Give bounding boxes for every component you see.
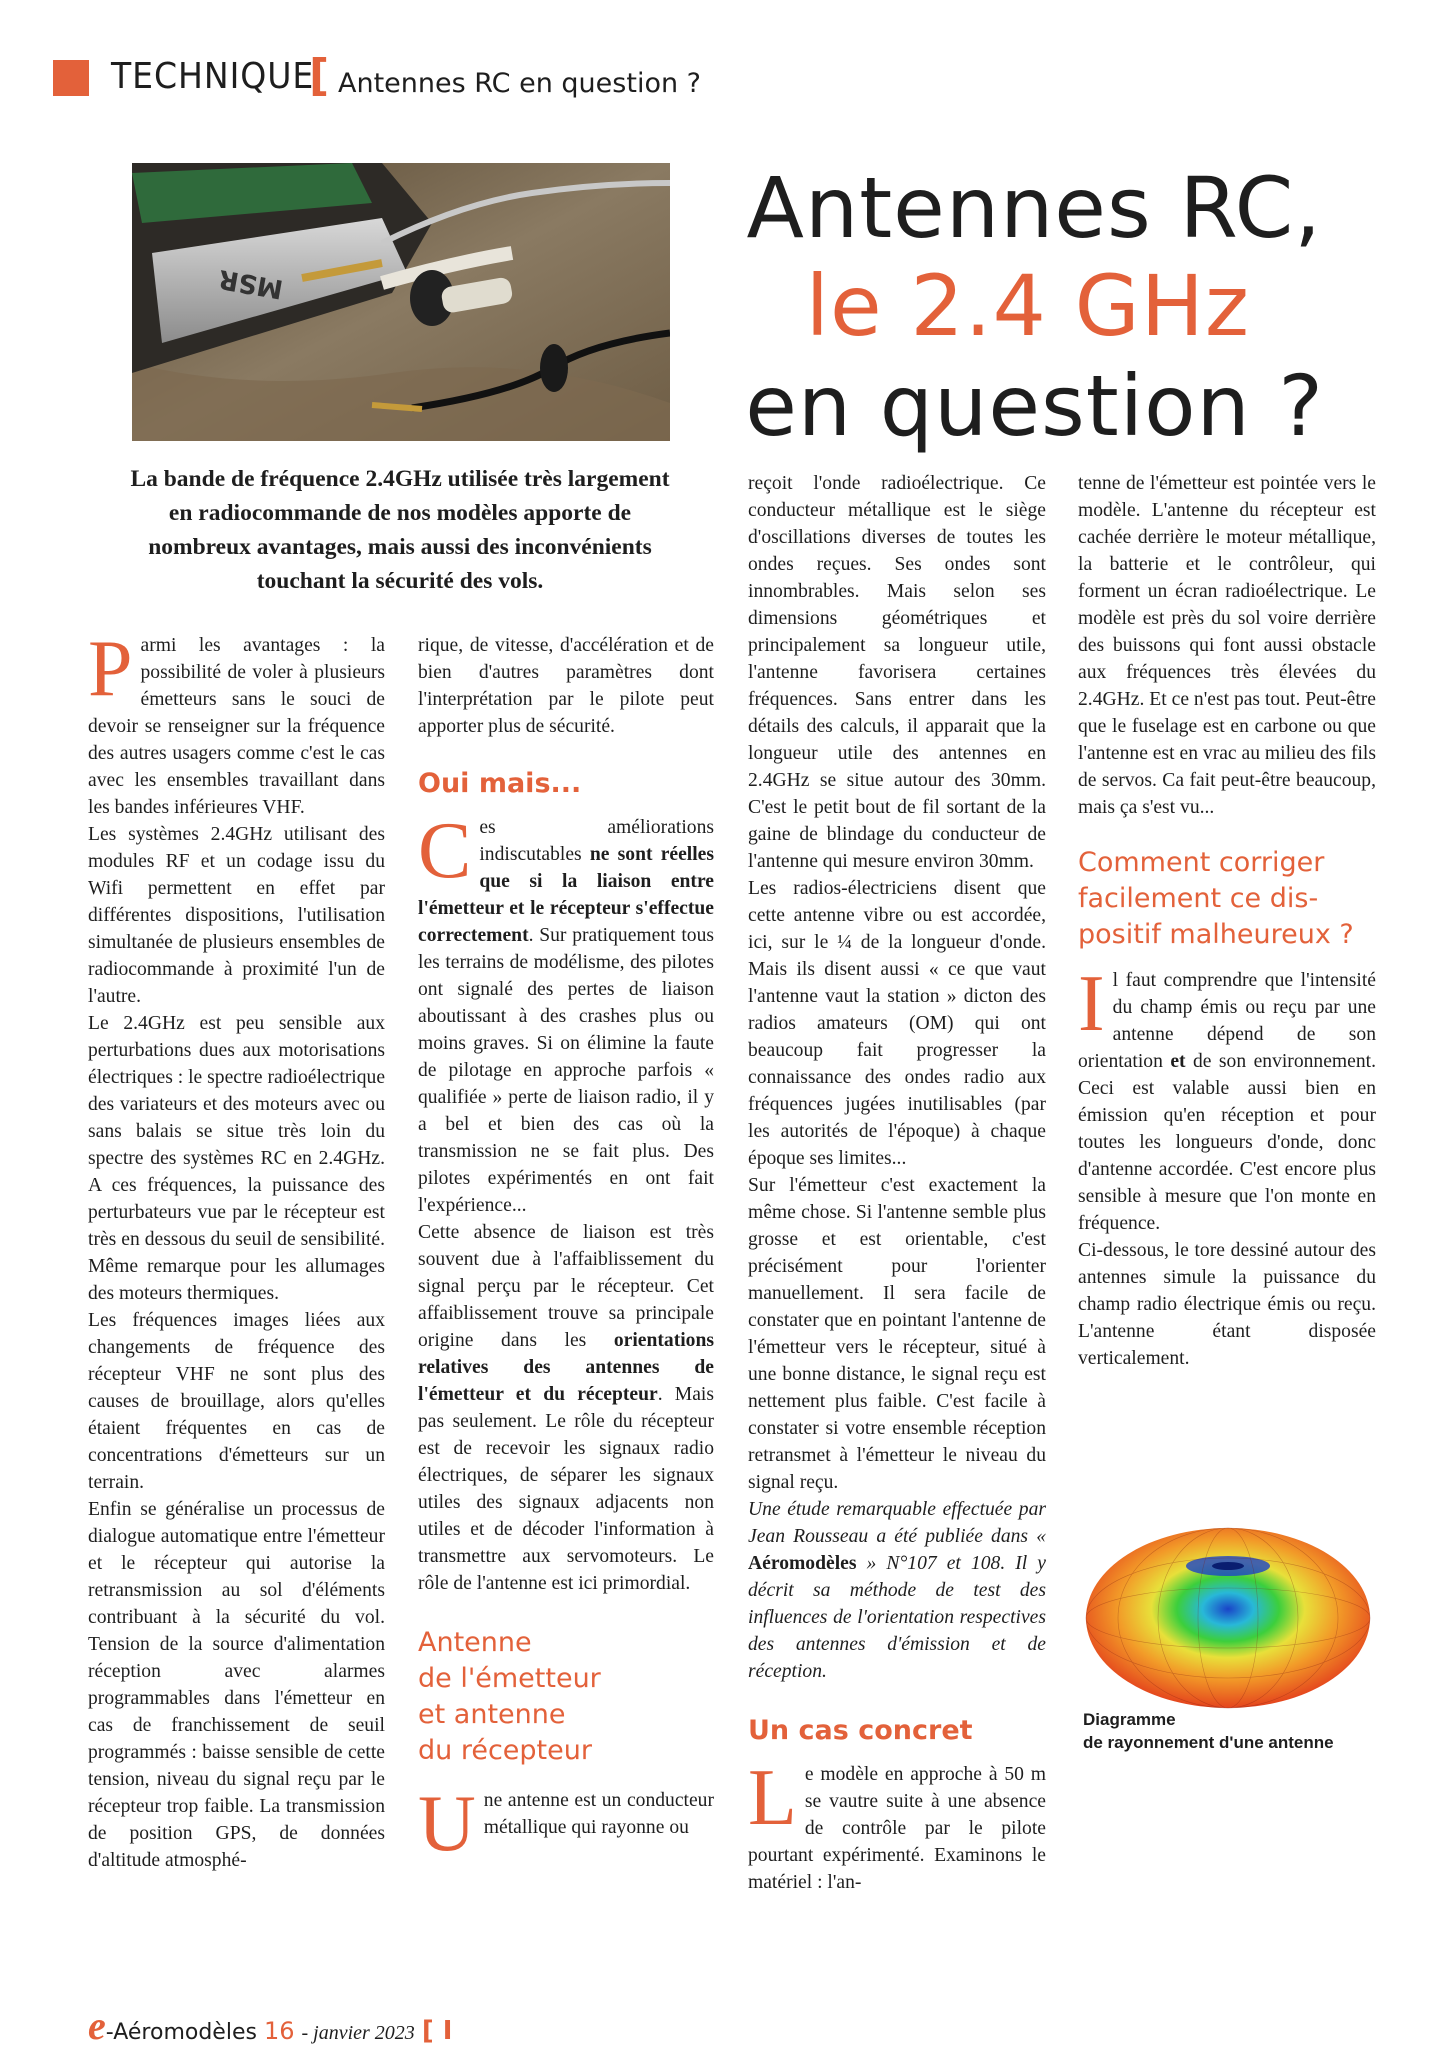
paragraph: tenne de l'émetteur est pointée vers le modèle. L'antenne du récepteur est cachée derrière le moteur métallique, la batterie et le contrôleur, qui forment un écran radioélectrique. Le modèle est près du sol voire derrière des buissons qui font aussi obstacle aux fréquences très élevées du 2.4GHz. Et ce n'est pas tout. Peut-être que le fuselage est en carbone ou que l'antenne est en vrac au milieu des fils de servos. Ca fait peut-être beaucoup, mais ça s'est vu...: [1078, 473, 1376, 818]
column-1: [88, 625, 386, 1874]
title-line-1: Antennes RC,: [746, 159, 1322, 257]
receiver-photo: [132, 163, 670, 441]
paragraph: Sur l'émetteur c'est exactement la même chose. Si l'antenne semble plus grosse et est orientable, c'est précisément pour l'orienter manuellement. Il sera facile de constater que en pointant l'antenne de l'émetteur vers le récepteur, situé à une bonne distance, le signal reçu est nettement plus faible. C'est facile à constater si votre ensemble réception retransmet à l'émetteur le niveau du signal reçu.: [748, 1175, 1046, 1493]
drop-cap: L: [748, 1754, 797, 1842]
figure-caption: Diagramme de rayonnement d'une antenne: [1083, 1710, 1334, 1752]
paragraph: Les systèmes 2.4GHz utilisant des modules RF et un codage issu du Wifi permettent en effet par différentes dispositions, l'utilisation simultanée de plusieurs ensembles de radiocommande à proximité l'un de l'autre.: [88, 824, 385, 1007]
section-marker: [53, 60, 89, 96]
title-line-2: le 2.4 GHz: [805, 257, 1250, 355]
lead-paragraph: La bande de fréquence 2.4GHz utilisée très largement en radiocommande de nos modèles apporte de nombreux avantages, mais aussi des inconvénients touchant la sécurité des vols.: [130, 466, 670, 594]
drop-cap: U: [418, 1780, 476, 1868]
column-3: [748, 470, 1046, 1896]
brand-name: -Aéromodèles: [105, 2020, 257, 2045]
section-label: TECHNIQUE: [111, 56, 315, 97]
section-subtitle: Antennes RC en question ?: [338, 68, 701, 99]
paragraph: Le modèle en approche à 50 m se vautre suite à une absence de contrôle par le pilote pourtant expérimenté. Examinons le matériel : l'an-: [748, 1754, 1046, 1893]
footer-bracket: [ I: [421, 2016, 453, 2046]
section-heading: Comment corriger facilement ce dis- positif malheureux ?: [1078, 847, 1354, 950]
drop-cap: I: [1078, 960, 1105, 1048]
column-2: [418, 632, 714, 1868]
drop-cap: P: [88, 625, 133, 713]
paragraph: Enfin se généralise un processus de dialogue automatique entre l'émetteur et le récepteur qui autorise la retransmission au sol d'éléments contribuant à la sécurité du vol. Tension de la source d'alimentation réception avec alarmes programmables dans l'émetteur en cas de franchissement de seuil programmés : baisse sensible de cette tension, niveau du signal reçu par le récepteur trop faible. La transmission de position GPS, de données d'altitude atmosphé-: [88, 1499, 385, 1871]
paragraph: Ci-dessous, le tore dessiné autour des antennes simule la puissance du champ radio électrique émis ou reçu. L'antenne étant disposée verticalement.: [1078, 1240, 1376, 1369]
paragraph: Une antenne est un conducteur métallique qui rayonne ou: [418, 1780, 714, 1868]
issue-date: - janvier 2023: [301, 2022, 415, 2044]
paragraph: Les radios-électriciens disent que cette antenne vibre ou est accordée, ici, sur le ¼ de la longueur d'onde. Mais ils disent aussi « ce que vaut l'antenne vaut la station » dicton des radios amateurs (OM) qui ont beaucoup fait progresser la connaissance des ondes radio aux fréquences jugées inutilisables (par les autorités de l'époque) à chaque époque ses limites...: [748, 878, 1046, 1169]
paragraph: Les fréquences images liées aux changements de fréquence des récepteur VHF ne sont plus des causes de brouillage, alors qu'elles étaient fréquentes en cas de concentrations d'émetteurs sur un terrain.: [88, 1310, 385, 1493]
section-heading: Oui mais...: [418, 768, 582, 799]
paragraph: reçoit l'onde radioélectrique. Ce conducteur métallique est le siège d'oscillations diverses de toutes les ondes reçues. Ses ondes sont innombrables. Mais selon ses dimensions géométriques et principalement sa longueur utile, l'antenne favorisera certaines fréquences. Sans entrer dans les détails des calculs, il apparait que la longueur utile des antennes en 2.4GHz se situe autour des 30mm. C'est le petit bout de fil sortant de la gaine de blindage du conducteur de l'antenne qui mesure environ 30mm.: [748, 473, 1046, 872]
section-bracket: [: [309, 50, 330, 101]
drop-cap: C: [418, 807, 472, 895]
page-number: 16: [263, 2017, 295, 2045]
page-footer: [88, 2002, 452, 2049]
section-heading: Un cas concret: [748, 1715, 973, 1746]
title-line-3: en question ?: [745, 357, 1324, 455]
paragraph: rique, de vitesse, d'accélération et de bien d'autres paramètres dont l'interprétation par le pilote peut apporter plus de sécurité.: [418, 635, 714, 737]
photo-label: MSR: [216, 263, 286, 304]
brand-logo: e: [88, 2003, 106, 2048]
radiation-diagram: [1078, 1518, 1378, 1718]
paragraph: Parmi les avantages : la possibilité de voler à plusieurs émetteurs sans le souci de devoir se renseigner sur la fréquence des autres usagers comme c'est le cas avec les ensembles travaillant dans les bandes inférieures VHF.: [88, 625, 385, 818]
paragraph: Il faut comprendre que l'intensité du champ émis ou reçu par une antenne dépend de son orientation et de son environnement. Ceci est valable aussi bien en émission qu'en réception et pour toutes les longueurs d'onde, donc d'antenne accordée. C'est encore plus sensible à mesure que l'on monte en fréquence.: [1078, 960, 1376, 1234]
paragraph: Cette absence de liaison est très souvent due à l'affaiblissement du signal perçu par le récepteur. Cet affaiblissement trouve sa principale origine dans les orientations relatives des antennes de l'émetteur et du récepteur. Mais pas seulement. Le rôle du récepteur est de recevoir les signaux radio électriques, de séparer les signaux utiles des signaux adjacents non utiles et de décoder l'information à transmettre aux servomoteurs. Le rôle de l'antenne est ici primordial.: [418, 1222, 714, 1594]
paragraph: Ces améliorations indiscutables ne sont réelles que si la liaison entre l'émetteur et le récepteur s'effectue correctement. Sur pratiquement tous les terrains de modélisme, des pilotes ont signalé des pertes de liaison aboutissant à des crashes plus ou moins graves. Si on élimine la faute de pilotage en approche parfois « qualifiée » perte de liaison radio, il y a bel et bien des cas où la transmission ne se fait plus. Des pilotes expérimentés en ont fait l'expérience...: [418, 807, 714, 1216]
section-heading: Antenne de l'émetteur et antenne du récepteur: [418, 1627, 601, 1766]
paragraph: Une étude remarquable effectuée par Jean Rousseau a été publiée dans « Aéromodèles » N°107 et 108. Il y décrit sa méthode de test des influences de l'orientation respectives des antennes d'émission et de réception.: [748, 1499, 1046, 1682]
column-4: [1078, 470, 1376, 1372]
paragraph: Le 2.4GHz est peu sensible aux perturbations dues aux motorisations électriques : le spectre radioélectrique des variateurs et des moteurs avec ou sans balais se situe très loin du spectre des systèmes RC en 2.4GHz. A ces fréquences, la puissance des perturbateurs vue par le récepteur est très en dessous du seuil de sensibilité. Même remarque pour les allumages des moteurs thermiques.: [88, 1013, 386, 1304]
